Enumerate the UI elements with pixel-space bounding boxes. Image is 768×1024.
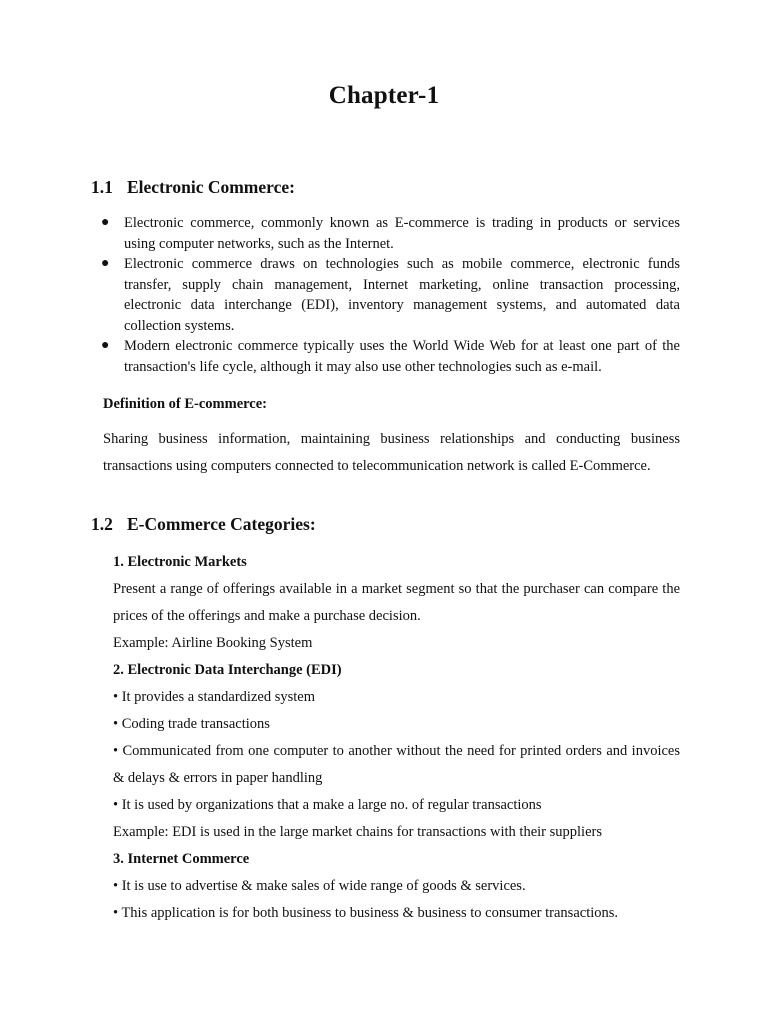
category-heading-markets: 1. Electronic Markets <box>113 554 247 570</box>
section-heading-1-1 <box>91 177 295 198</box>
bullet-dot-icon: ● <box>101 215 110 230</box>
bullet-list <box>103 213 680 377</box>
bullet-dot-icon: ● <box>101 256 110 271</box>
bullet-text: Modern electronic commerce typically uses the World Wide Web for at least one part of the transaction's life cycle, although it may also use other technologies such as e-mail. <box>124 338 680 375</box>
section-title: Electronic Commerce: <box>127 177 295 197</box>
category-example: Example: Airline Booking System <box>113 635 313 651</box>
category-point: • Coding trade transactions <box>113 716 270 732</box>
categories-block <box>113 549 680 927</box>
category-heading-edi: 2. Electronic Data Interchange (EDI) <box>113 662 342 678</box>
category-point: • It is used by organizations that a make a large no. of regular transactions <box>113 797 542 813</box>
definition-text: Sharing business information, maintaining business relationships and conducting business transactions using computers connected to telecommunication network is called E-Commerce. <box>103 431 680 474</box>
category-description: Present a range of offerings available in a market segment so that the purchaser can compare the prices of the offerings and make a purchase decision. <box>113 581 680 624</box>
category-point: • It provides a standardized system <box>113 689 315 705</box>
category-point: • This application is for both business to business & business to consumer transactions. <box>113 905 619 921</box>
bullet-item <box>103 336 680 377</box>
bullet-text: Electronic commerce, commonly known as E-commerce is trading in products or services using computer networks, such as the Internet. <box>124 215 680 252</box>
category-point: • It is use to advertise & make sales of wide range of goods & services. <box>113 878 526 894</box>
bullet-text: Electronic commerce draws on technologies such as mobile commerce, electronic funds transfer, supply chain management, Internet marketing, online transaction processing, electronic data interchange (EDI), inventory management systems, and automated data collection systems. <box>124 256 680 334</box>
section-title: E-Commerce Categories: <box>127 514 316 534</box>
section-number: 1.2 <box>91 514 113 534</box>
category-example: Example: EDI is used in the large market chains for transactions with their suppliers <box>113 824 602 840</box>
category-point: • Communicated from one computer to another without the need for printed orders and invoices & delays & errors in paper handling <box>113 743 680 786</box>
section-number: 1.1 <box>91 177 113 197</box>
bullet-item <box>103 254 680 336</box>
bullet-dot-icon: ● <box>101 338 110 353</box>
definition-heading: Definition of E-commerce: <box>103 396 268 412</box>
category-heading-internet: 3. Internet Commerce <box>113 851 250 867</box>
bullet-item <box>103 213 680 254</box>
chapter-title: Chapter-1 <box>328 82 440 109</box>
section-heading-1-2 <box>91 514 316 535</box>
